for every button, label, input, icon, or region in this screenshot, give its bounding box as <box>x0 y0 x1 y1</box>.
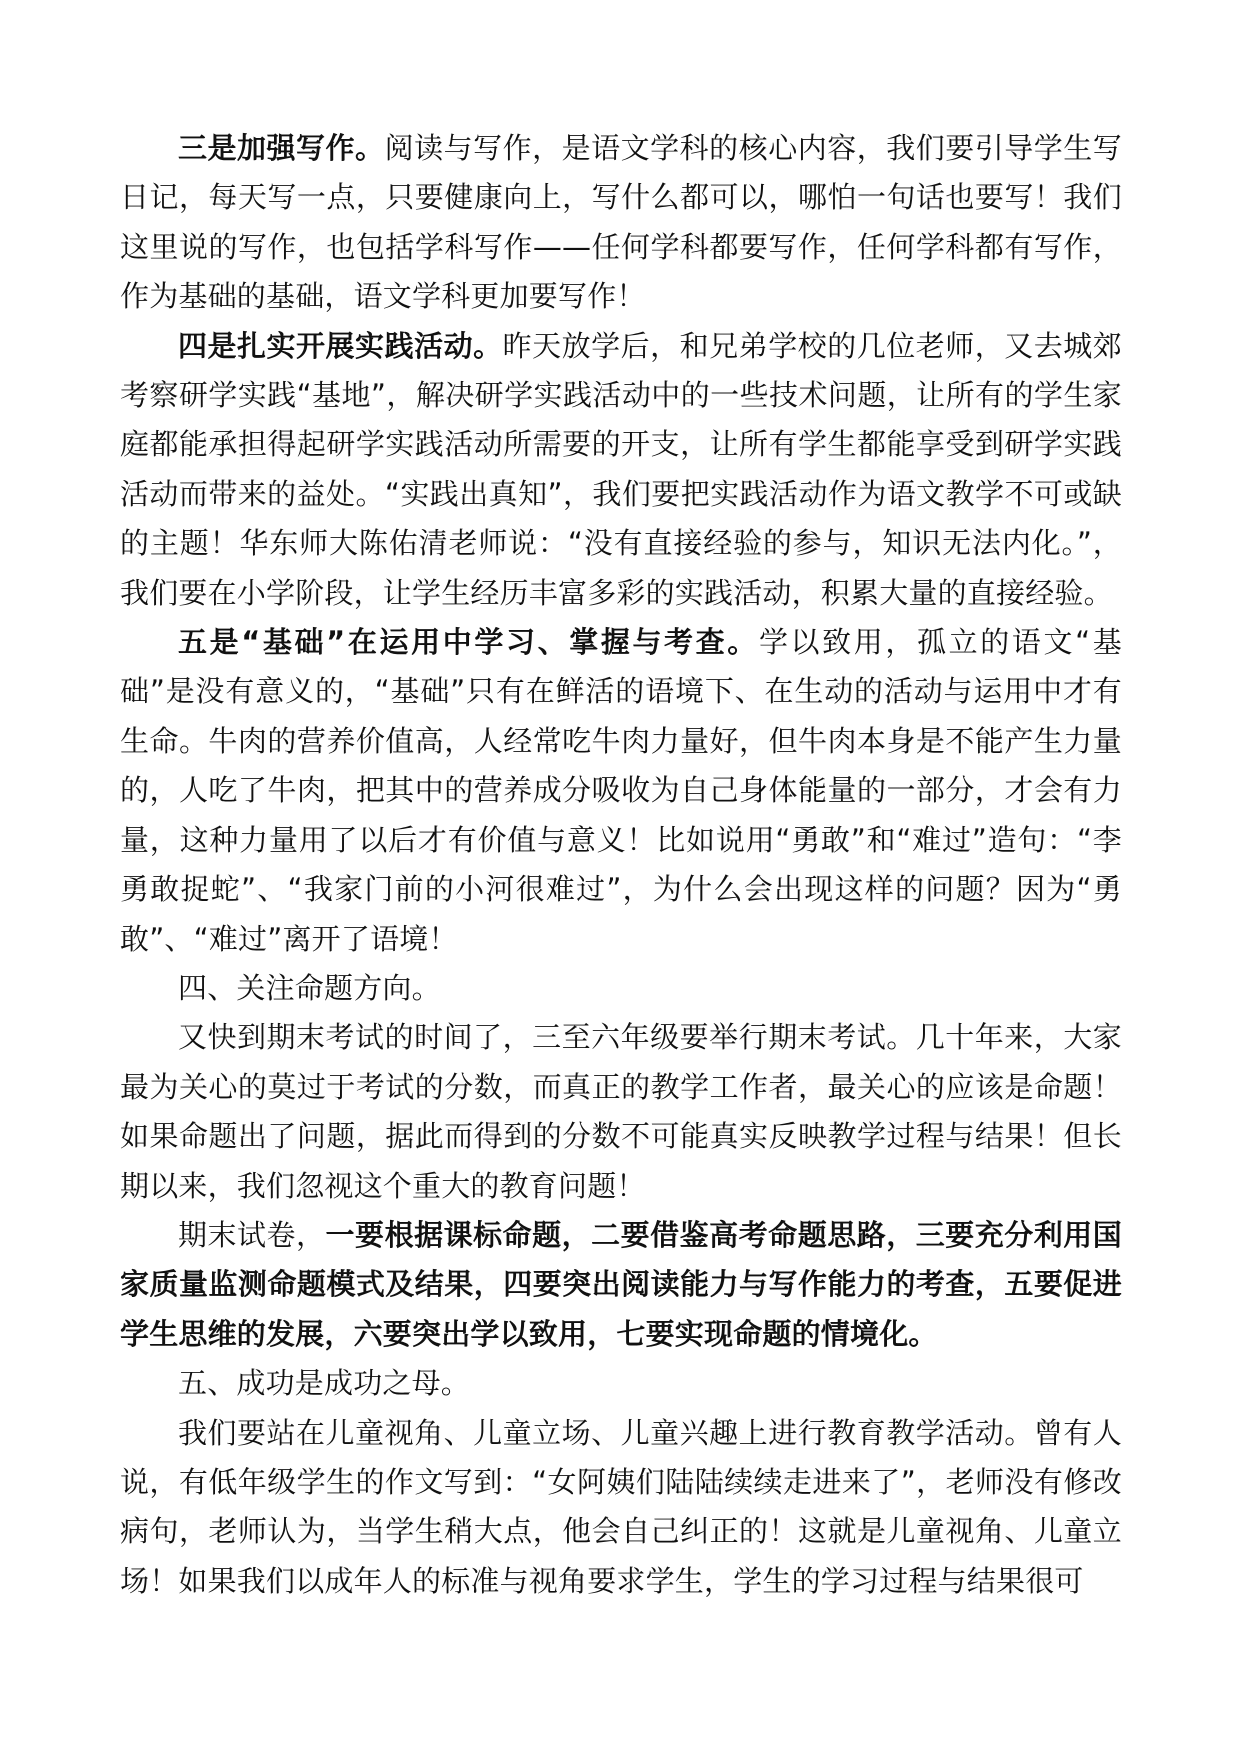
paragraph-text: 我们要站在儿童视角、儿童立场、儿童兴趣上进行教育教学活动。曾有人说，有低年级学生的作文写到：“女阿姨们陆陆续续走进来了”，老师没有修改病句，老师认为，当学生稍大点，他会自己纠正的！这就是儿童视角、儿童立场！如果我们以成年人的标准与视角要求学生，学生的学习过程与结果很可 <box>120 1415 1122 1598</box>
paragraph-exam-requirements <box>120 1211 1122 1359</box>
paragraph-child-perspective <box>120 1409 1122 1607</box>
paragraph-writing <box>120 124 1122 322</box>
paragraph-prefix: 期末试卷， <box>178 1217 326 1252</box>
paragraph-lead: 三是加强写作。 <box>178 131 385 165</box>
paragraph-lead: 四是扎实开展实践活动。 <box>178 328 503 363</box>
paragraph-text: 四、关注命题方向。 <box>178 970 441 1005</box>
paragraph-text: 又快到期末考试的时间了，三至六年级要举行期末考试。几十年来，大家最为关心的莫过于考试的分数，而真正的教学工作者，最关心的应该是命题！如果命题出了问题，据此而得到的分数不可能真实反映教学过程与结果！但长期以来，我们忽视这个重大的教育问题！ <box>120 1020 1122 1203</box>
paragraph-practice <box>120 322 1122 618</box>
paragraph-exam-intro <box>120 1013 1122 1211</box>
paragraph-text: 昨天放学后，和兄弟学校的几位老师，又去城郊考察研学实践“基地”，解决研学实践活动中的一些技术问题，让所有的学生家庭都能承担得起研学实践活动所需要的开支，让所有学生都能享受到研学实践活动而带来的益处。“实践出真知”，我们要把实践活动作为语文教学不可或缺的主题！华东师大陈佑清老师说：“没有直接经验的参与，知识无法内化。”，我们要在小学阶段，让学生经历丰富多彩的实践活动，积累大量的直接经验。 <box>120 328 1122 610</box>
document-body <box>120 124 1122 1606</box>
paragraph-foundation <box>120 618 1122 964</box>
paragraph-text: 五、成功是成功之母。 <box>178 1366 471 1401</box>
paragraph-text: 阅读与写作，是语文学科的核心内容，我们要引导学生写日记，每天写一点，只要健康向上，写什么都可以，哪怕一句话也要写！我们这里说的写作，也包括学科写作——任何学科都要写作，任何学科都有写作，作为基础的基础，语文学科更加要写作！ <box>120 131 1122 314</box>
section-heading-exam-direction <box>120 964 1122 1013</box>
paragraph-lead: 五是“基础”在运用中学习、掌握与考查。 <box>178 625 759 660</box>
paragraph-bold-text: 一要根据课标命题，二要借鉴高考命题思路，三要充分利用国家质量监测命题模式及结果，四要突出阅读能力与写作能力的考查，五要促进学生思维的发展，六要突出学以致用，七要实现命题的情境化。 <box>120 1217 1122 1351</box>
paragraph-text: 学以致用，孤立的语文“基础”是没有意义的，“基础”只有在鲜活的语境下、在生动的活动与运用中才有生命。牛肉的营养价值高，人经常吃牛肉力量好，但牛肉本身是不能产生力量的，人吃了牛肉，把其中的营养成分吸收为自己身体能量的一部分，才会有力量，这种力量用了以后才有价值与意义！比如说用“勇敢”和“难过”造句：“李勇敢捉蛇”、“我家门前的小河很难过”，为什么会出现这样的问题？因为“勇敢”、“难过”离开了语境！ <box>120 625 1122 956</box>
section-heading-success <box>120 1359 1122 1408</box>
